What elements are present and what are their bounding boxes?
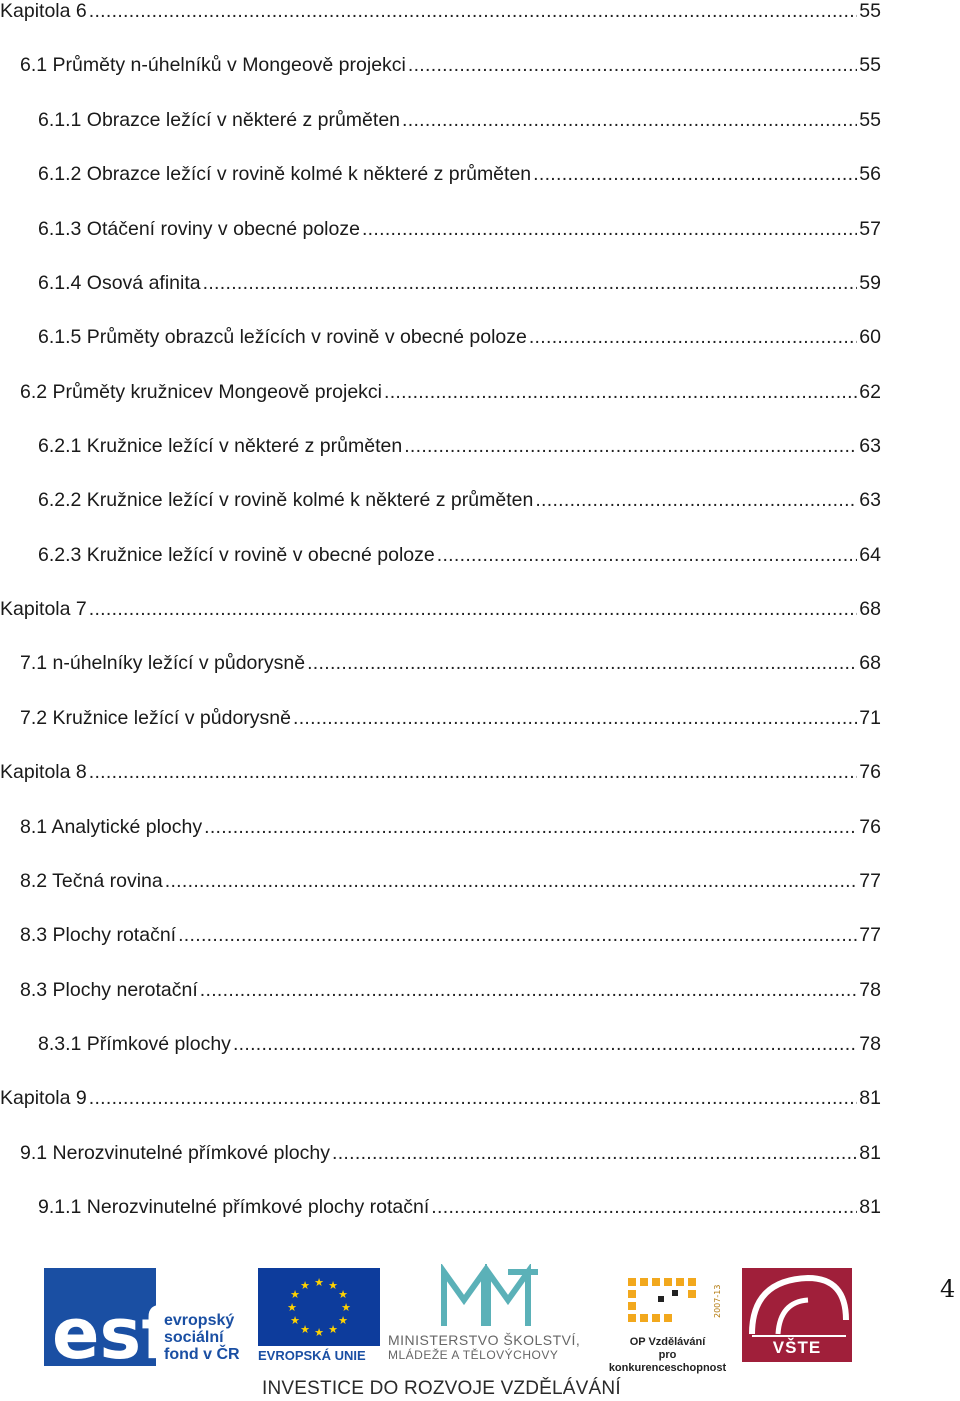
toc-title: 8.3.1 Přímkové plochy xyxy=(38,1033,231,1055)
toc-title: 6.1.4 Osová afinita xyxy=(38,272,201,294)
toc-page: 63 xyxy=(859,435,881,457)
esf-line: fond v ČR xyxy=(164,1346,240,1363)
svg-text:★: ★ xyxy=(328,1323,338,1336)
toc-leader xyxy=(402,109,857,132)
toc-page: 81 xyxy=(859,1142,881,1164)
esf-line: evropský xyxy=(164,1312,235,1329)
op-years: 2007-13 xyxy=(713,1284,722,1318)
toc-title: 6.2.1 Kružnice ležící v některé z průměten xyxy=(38,435,403,457)
svg-text:★: ★ xyxy=(328,1279,338,1292)
op-emblem-icon xyxy=(600,1268,735,1332)
toc-title: 6.1.2 Obrazce ležící v rovině kolmé k některé z průměten xyxy=(38,163,532,185)
toc-page: 63 xyxy=(859,489,881,511)
toc-page: 57 xyxy=(859,218,881,240)
toc-leader xyxy=(307,652,857,675)
eu-flag-icon xyxy=(258,1268,380,1346)
toc-leader xyxy=(200,979,858,1002)
toc-entry[interactable] xyxy=(20,924,881,954)
toc-title: Kapitola 7 xyxy=(0,598,87,620)
toc-title: 6.2.2 Kružnice ležící v rovině kolmé k některé z průměten xyxy=(38,489,534,511)
toc-title: 9.1.1 Nerozvinutelné přímkové plochy rotační xyxy=(38,1196,430,1218)
toc-entry[interactable] xyxy=(20,979,881,1009)
svg-text:★: ★ xyxy=(300,1279,310,1292)
vste-logo xyxy=(742,1268,852,1362)
svg-text:esf: esf xyxy=(52,1293,172,1366)
toc-page: 78 xyxy=(859,979,881,1001)
toc-page: 76 xyxy=(859,816,881,838)
op-logo xyxy=(600,1268,735,1374)
toc-page: 60 xyxy=(859,326,881,348)
svg-text:★: ★ xyxy=(287,1301,297,1314)
toc-leader xyxy=(362,218,857,241)
toc-entry[interactable] xyxy=(0,598,881,628)
toc-page: 71 xyxy=(859,707,881,729)
toc-leader xyxy=(89,598,858,621)
toc-title: Kapitola 8 xyxy=(0,761,87,783)
toc-leader xyxy=(535,489,857,512)
toc-leader xyxy=(203,272,858,295)
toc-title: 9.1 Nerozvinutelné přímkové plochy xyxy=(20,1142,330,1164)
toc-title: Kapitola 6 xyxy=(0,0,87,22)
toc-leader xyxy=(89,1087,858,1110)
eu-logo xyxy=(258,1268,380,1366)
toc-page: 56 xyxy=(859,163,881,185)
toc-entry[interactable] xyxy=(38,489,881,519)
toc-title: 7.1 n-úhelníky ležící v půdorysně xyxy=(20,652,306,674)
toc-page: 64 xyxy=(859,544,881,566)
toc-page: 68 xyxy=(859,652,881,674)
svg-text:★: ★ xyxy=(338,1314,348,1327)
toc-title: 6.1.3 Otáčení roviny v obecné poloze xyxy=(38,218,360,240)
toc-entry[interactable] xyxy=(20,381,881,411)
msmt-line: MINISTERSTVO ŠKOLSTVÍ, xyxy=(388,1332,581,1348)
toc-entry[interactable] xyxy=(0,0,881,30)
toc-entry[interactable] xyxy=(0,1087,881,1117)
toc-title: 6.1.5 Průměty obrazců ležících v rovině v obecné poloze xyxy=(38,326,527,348)
toc-leader xyxy=(408,54,857,77)
toc-entry[interactable] xyxy=(38,326,881,356)
op-line: pro konkurenceschopnost xyxy=(608,1349,727,1374)
toc-title: 8.1 Analytické plochy xyxy=(20,816,203,838)
toc-entry[interactable] xyxy=(0,761,881,791)
toc-leader xyxy=(89,0,858,23)
toc-page: 62 xyxy=(859,381,881,403)
svg-text:★: ★ xyxy=(290,1288,300,1301)
toc-title: 6.1 Průměty n-úhelníků v Mongeově projekci xyxy=(20,54,406,76)
page-number: 4 xyxy=(940,1275,956,1303)
toc-title: 7.2 Kružnice ležící v půdorysně xyxy=(20,707,291,729)
svg-text:★: ★ xyxy=(300,1323,310,1336)
toc-page: 81 xyxy=(859,1196,881,1218)
footer-caption: INVESTICE DO ROZVOJE VZDĚLÁVÁNÍ xyxy=(262,1378,621,1399)
toc-leader xyxy=(178,924,857,947)
toc-title: 8.3 Plochy nerotační xyxy=(20,979,198,1001)
msmt-line: MLÁDEŽE A TĚLOVÝCHOVY xyxy=(388,1348,559,1362)
toc-entry[interactable] xyxy=(38,163,881,193)
svg-text:★: ★ xyxy=(314,1276,324,1289)
svg-text:★: ★ xyxy=(290,1314,300,1327)
toc-page: 78 xyxy=(859,1033,881,1055)
toc-title: 6.2 Průměty kružnicev Mongeově projekci xyxy=(20,381,382,403)
toc-title: 8.2 Tečná rovina xyxy=(20,870,163,892)
msmt-logo xyxy=(388,1264,593,1368)
toc-title: Kapitola 9 xyxy=(0,1087,87,1109)
toc-leader xyxy=(529,326,857,349)
toc-entry[interactable] xyxy=(38,544,881,574)
toc-entry[interactable] xyxy=(20,870,881,900)
toc-leader xyxy=(204,816,857,839)
toc-entry[interactable] xyxy=(38,1033,881,1063)
toc-entry[interactable] xyxy=(20,707,881,737)
toc-entry[interactable] xyxy=(20,816,881,846)
toc-entry[interactable] xyxy=(38,218,881,248)
toc-title: 8.3 Plochy rotační xyxy=(20,924,177,946)
toc-leader xyxy=(293,707,857,730)
toc-title: 6.2.3 Kružnice ležící v rovině v obecné poloze xyxy=(38,544,435,566)
vste-label: VŠTE xyxy=(772,1338,822,1357)
toc-entry[interactable] xyxy=(38,272,881,302)
toc-leader xyxy=(437,544,858,567)
toc-page: 77 xyxy=(859,870,881,892)
svg-text:★: ★ xyxy=(314,1326,324,1339)
toc-entry[interactable] xyxy=(38,1196,881,1226)
toc-page: 76 xyxy=(859,761,881,783)
toc-page: 59 xyxy=(859,272,881,294)
svg-text:★: ★ xyxy=(341,1301,351,1314)
toc-page: 55 xyxy=(859,109,881,131)
toc-leader xyxy=(533,163,857,186)
toc-page: 77 xyxy=(859,924,881,946)
esf-logo xyxy=(44,1268,254,1366)
toc-leader xyxy=(404,435,857,458)
toc-leader xyxy=(165,870,858,893)
toc-entry[interactable] xyxy=(38,109,881,139)
toc-entry[interactable] xyxy=(20,54,881,84)
toc-page: 81 xyxy=(859,1087,881,1109)
toc-entry[interactable] xyxy=(20,1142,881,1172)
svg-text:★: ★ xyxy=(338,1288,348,1301)
esf-line: sociální xyxy=(164,1329,224,1346)
toc-title: 6.1.1 Obrazce ležící v některé z průměten xyxy=(38,109,401,131)
toc-entry[interactable] xyxy=(20,652,881,682)
toc-leader xyxy=(233,1033,857,1056)
toc-page: 55 xyxy=(859,54,881,76)
toc-page: 68 xyxy=(859,598,881,620)
toc-entry[interactable] xyxy=(38,435,881,465)
msmt-emblem-icon xyxy=(388,1264,593,1330)
toc-page: 55 xyxy=(859,0,881,22)
toc-leader xyxy=(384,381,857,404)
eu-label: EVROPSKÁ UNIE xyxy=(258,1348,366,1363)
toc-leader xyxy=(431,1196,857,1219)
toc-leader xyxy=(89,761,858,784)
op-line: OP Vzdělávání xyxy=(629,1336,706,1348)
toc-leader xyxy=(332,1142,857,1165)
